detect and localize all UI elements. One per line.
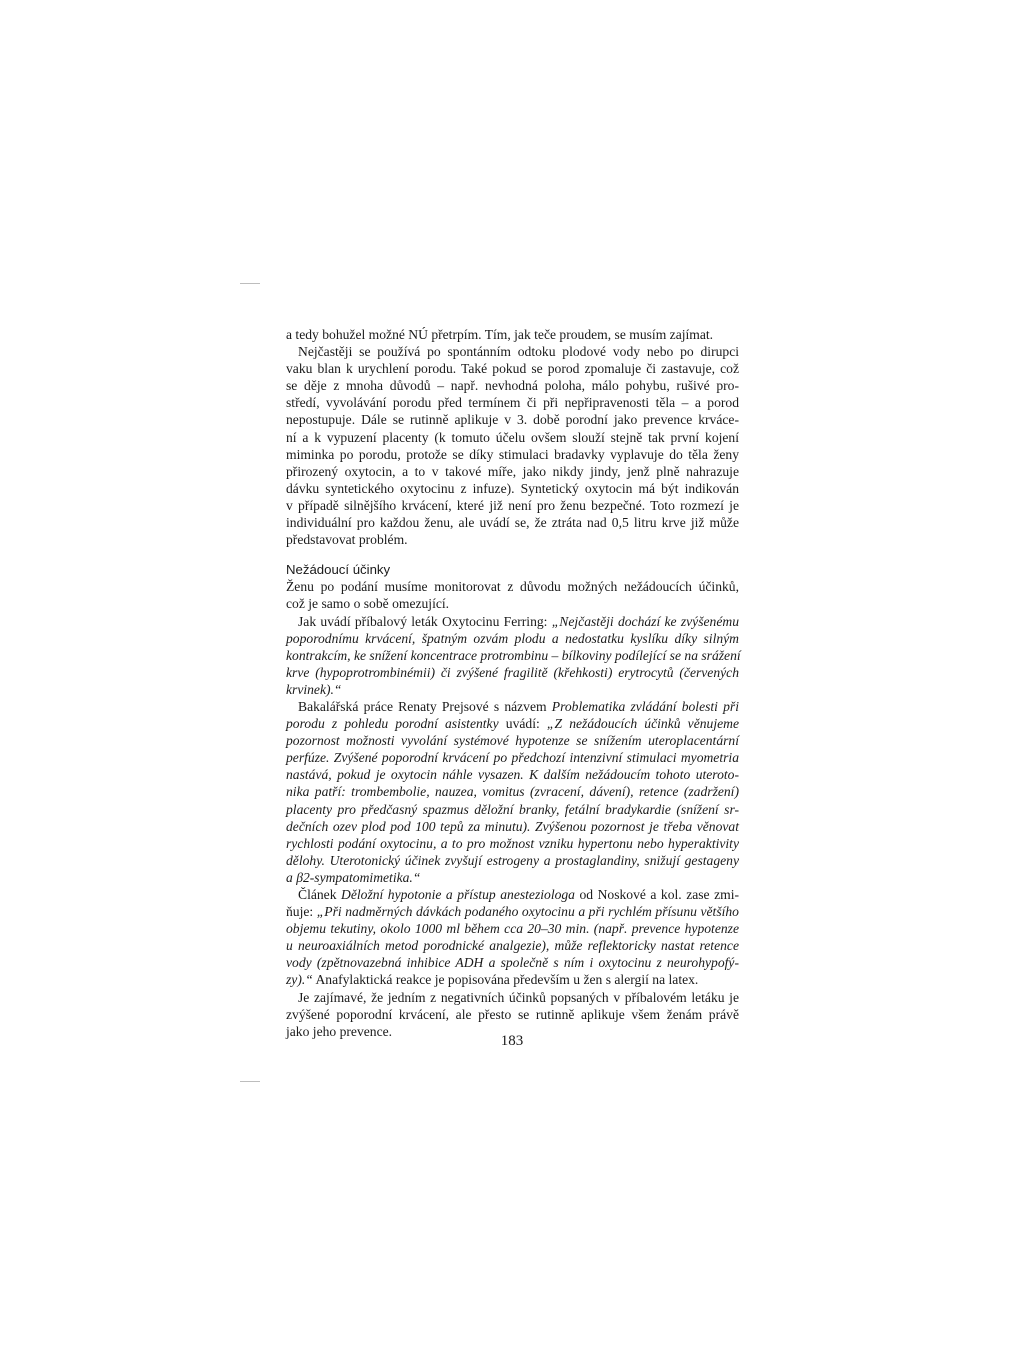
paragraph-line: poporodnímu krvácení, špatným ozvám plodu a nedostatku kyslíku díky silným bbox=[286, 630, 739, 646]
paragraph-line: Ženu po podání musíme monitorovat z důvodu možných nežádoucích účinků, bbox=[286, 579, 739, 595]
paragraph-line: a β2-sympatomimetika.“ bbox=[286, 869, 421, 885]
paragraph-line: se děje z mnoha důvodů – např. nevhodná poloha, málo pohybu, rušivé pro- bbox=[286, 378, 739, 394]
paragraph-line: nika patří: trombembolie, nauzea, vomitus (zvracení, dávení), retence (zadržení) bbox=[286, 784, 739, 800]
paragraph-line: představovat problém. bbox=[286, 532, 408, 548]
paragraph-line: individuální pro každou ženu, ale uvádí se, že ztráta nad 0,5 litru krve již může bbox=[286, 515, 739, 531]
paragraph-line: středí, vyvolávání porodu před termínem či při nepřipravenosti těla – a porod bbox=[286, 395, 739, 411]
section-heading: Nežádoucí účinky bbox=[286, 562, 391, 578]
paragraph-line: vaku blan k urychlení porodu. Také pokud se porod zpomaluje či zastavuje, což bbox=[286, 361, 739, 377]
paragraph-line: dělohy. Uterotonický účinek zvyšují estrogeny a prostaglandiny, snižují gestageny bbox=[286, 852, 739, 868]
paragraph-line: ňuje: „Při nadměrných dávkách podaného oxytocinu a při rychlém přísunu většího bbox=[286, 904, 739, 920]
crop-mark-top bbox=[240, 283, 260, 284]
paragraph-line: porodu z pohledu porodní asistentky uvádí: „Z nežádoucích účinků věnujeme bbox=[286, 716, 740, 732]
page-number: 183 bbox=[500, 1033, 524, 1049]
paragraph-line: nepostupuje. Dále se rutinně aplikuje v 3. době porodní jako prevence krvácе- bbox=[286, 412, 739, 428]
paragraph-line: pozornost možnosti vyvolání systémové hypotenze se snížením uteroplacentární bbox=[286, 733, 739, 749]
paragraph-line: zy).“ Anafylaktická reakce je popisována především u žen s alergií na latex. bbox=[286, 972, 699, 988]
paragraph-line: krve (hypoprotrombinémii) či zvýšené fragilitě (křehkosti) erytrocytů (červených bbox=[286, 664, 739, 680]
paragraph-line: přirozený oxytocin, a to v takové míře, jako nikdy jindy, jenž plně nahrazuje bbox=[286, 463, 739, 479]
paragraph-line: kontrakcím, ke snížení koncentrace protrombinu – bílkoviny podílející se na srážení bbox=[286, 647, 741, 663]
body-text bbox=[286, 326, 739, 1040]
paragraph-line: vody (zpětnovazebná inhibice ADH a společně s ním i oxytocinu z neurohypofý- bbox=[286, 955, 739, 971]
paragraph-line: Je zajímavé, že jedním z negativních účinků popsaných v příbalovém letáku je bbox=[298, 989, 739, 1005]
paragraph-line: což je samo o sobě omezující. bbox=[286, 596, 450, 612]
paragraph-line: v případě silnějšího krvácení, které již není pro ženu bezpečné. Toto rozmezí je bbox=[286, 497, 739, 513]
crop-mark-bottom bbox=[240, 1081, 260, 1082]
paragraph-line: Jak uvádí příbalový leták Oxytocinu Ferring: „Nejčastěji dochází ke zvýšenému bbox=[298, 613, 739, 629]
paragraph-line: dávku syntetického oxytocinu z infuze). Syntetický oxytocin má být indikován bbox=[286, 480, 739, 496]
paragraph-line: jako jeho prevence. bbox=[286, 1023, 393, 1039]
paragraph-line: objemu tekutiny, okolo 1000 ml během cca 20–30 min. (např. prevence hypotenze bbox=[286, 921, 739, 937]
paragraph-line: ní a k vypuzení placenty (k tomuto účelu ovšem slouží stejně tak první kojení bbox=[286, 429, 739, 445]
paragraph-line: nastává, pokud je oxytocin náhle vysazen. K dalším nežádoucím tohoto uteroto- bbox=[286, 767, 739, 783]
paragraph-line: dečních ozev plod pod 100 tepů za minutu). Zvýšenou pozornost je třeba věnovat bbox=[286, 818, 739, 834]
paragraph-line: Bakalářská práce Renaty Prejsové s názvem Problematika zvládání bolesti při bbox=[298, 698, 739, 714]
paragraph-line: perfúze. Zvýšené poporodní krvácení po předchozí intenzivní stimulaci myometria bbox=[286, 750, 739, 766]
paragraph-line: krvinek).“ bbox=[286, 681, 342, 697]
paragraph-line: Nejčastěji se používá po spontánním odtoku plodové vody nebo po dirupci bbox=[298, 344, 739, 360]
paragraph-line: rychlosti podání oxytocinu, a to pro možnost vzniku hypertonu nebo hyperaktivity bbox=[286, 835, 739, 851]
paragraph-line: a tedy bohužel možné NÚ přetrpím. Tím, jak teče proudem, se musím zajímat. bbox=[286, 327, 714, 342]
paragraph-line: miminka po porodu, protože se díky stimulaci bradavky vyplavuje do těla ženy bbox=[286, 446, 739, 462]
paragraph-line: placenty pro předčasný spazmus děložní branky, fetální bradykardie (snížení sr- bbox=[286, 801, 739, 817]
paragraph-line: u neuroaxiálních metod porodnické analgezie), může reflektoricky nastat retence bbox=[286, 938, 739, 954]
paragraph-line: zvýšené poporodní krvácení, ale přesto se rutinně aplikuje všem ženám právě bbox=[286, 1006, 739, 1022]
paragraph-line: Článek Děložní hypotonie a přístup anesteziologa od Noskové a kol. zase zmi- bbox=[298, 887, 739, 902]
